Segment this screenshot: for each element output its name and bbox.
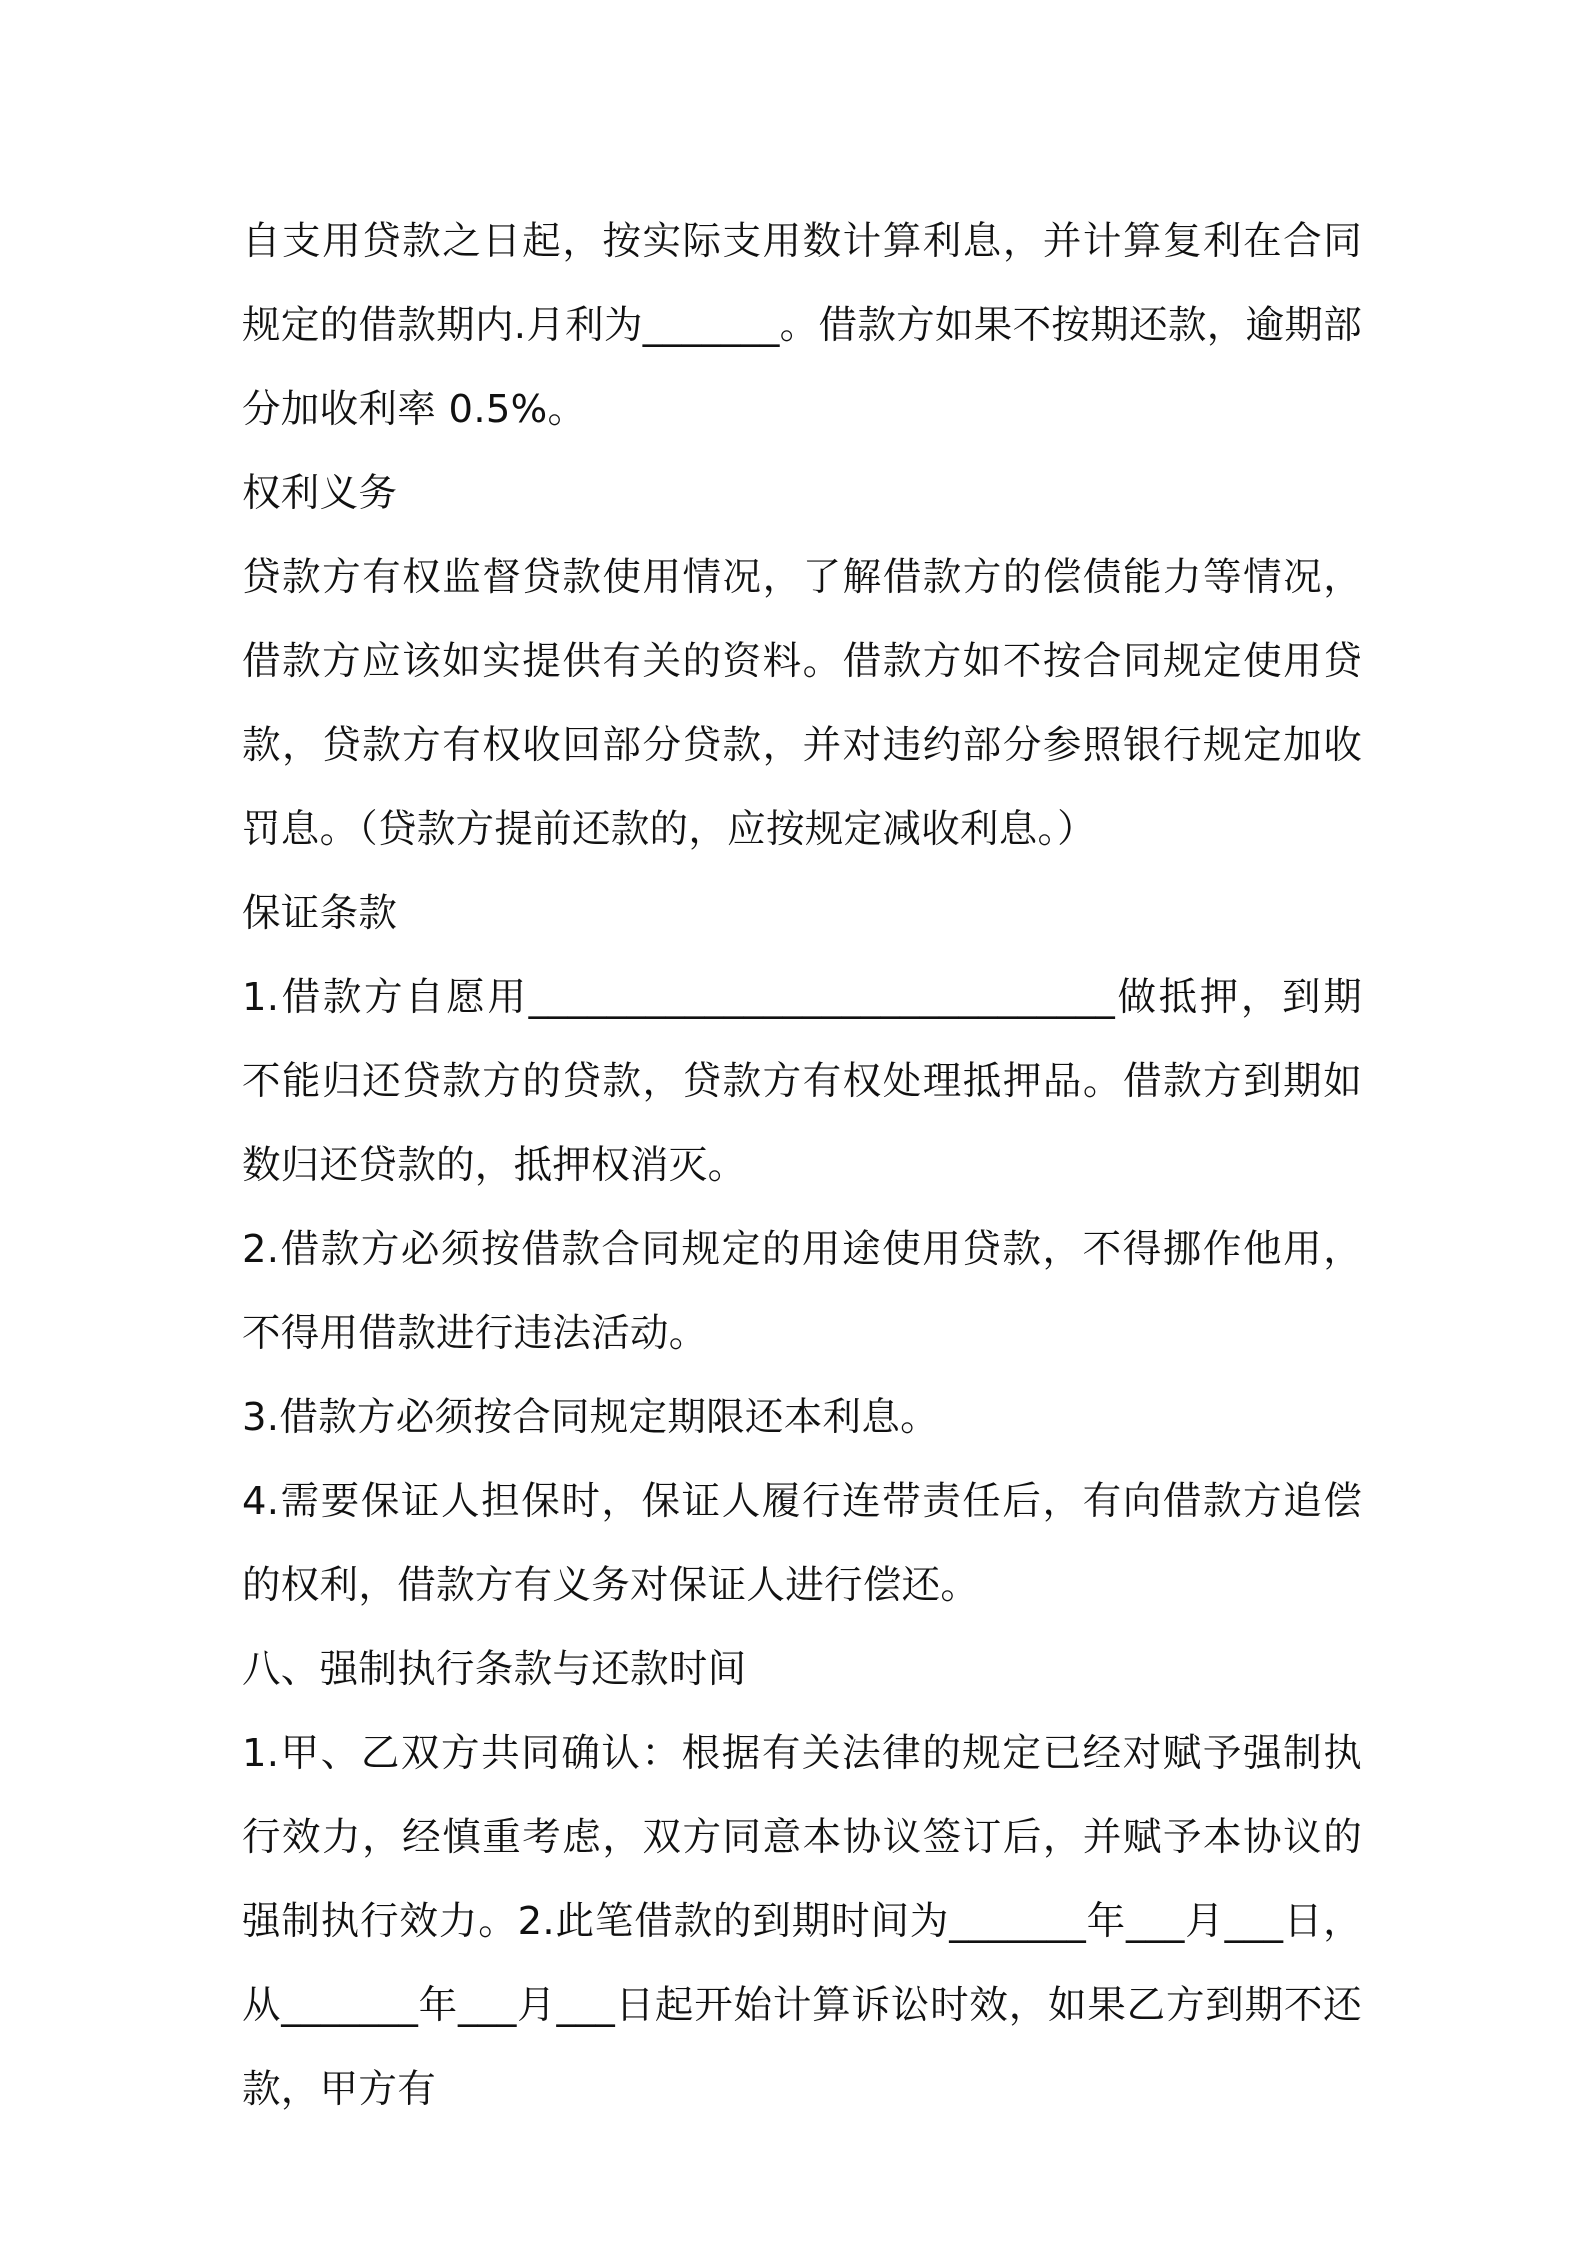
paragraph-guarantee-1: 1.借款方自愿用______________________________做抵押，到期不能归还贷款方的贷款，贷款方有权处理抵押品。借款方到期如数归还贷款的，抵押权消灭。 <box>242 975 1362 1188</box>
document-body <box>242 200 1362 2132</box>
paragraph-guarantee-3: 3.借款方必须按合同规定期限还本利息。 <box>242 1395 939 1440</box>
paragraph-interest-terms: 自支用贷款之日起，按实际支用数计算利息，并计算复利在合同规定的借款期内.月利为_______。借款方如果不按期还款，逾期部分加收利率 0.5%。 <box>242 219 1362 432</box>
paragraph-lender-rights: 贷款方有权监督贷款使用情况，了解借款方的偿债能力等情况，借款方应该如实提供有关的资料。借款方如不按合同规定使用贷款，贷款方有权收回部分贷款，并对违约部分参照银行规定加收罚息。（贷款方提前还款的，应按规定减收利息。） <box>242 555 1362 852</box>
paragraph-guarantee-2: 2.借款方必须按借款合同规定的用途使用贷款，不得挪作他用，不得用借款进行违法活动。 <box>242 1227 1362 1356</box>
paragraph-enforcement-1: 1.甲、乙双方共同确认：根据有关法律的规定已经对赋予强制执行效力，经慎重考虑，双方同意本协议签订后，并赋予本协议的强制执行效力。2.此笔借款的到期时间为_______年___月___日，从_______年___月___日起开始计算诉讼时效，如果乙方到期不还款，甲方有 <box>242 1731 1362 2112</box>
heading-enforcement-repayment: 八、强制执行条款与还款时间 <box>242 1647 747 1692</box>
paragraph-guarantee-4: 4.需要保证人担保时，保证人履行连带责任后，有向借款方追偿的权利，借款方有义务对保证人进行偿还。 <box>242 1479 1362 1608</box>
heading-rights-obligations: 权利义务 <box>242 471 398 516</box>
heading-guarantee-terms: 保证条款 <box>242 891 398 936</box>
